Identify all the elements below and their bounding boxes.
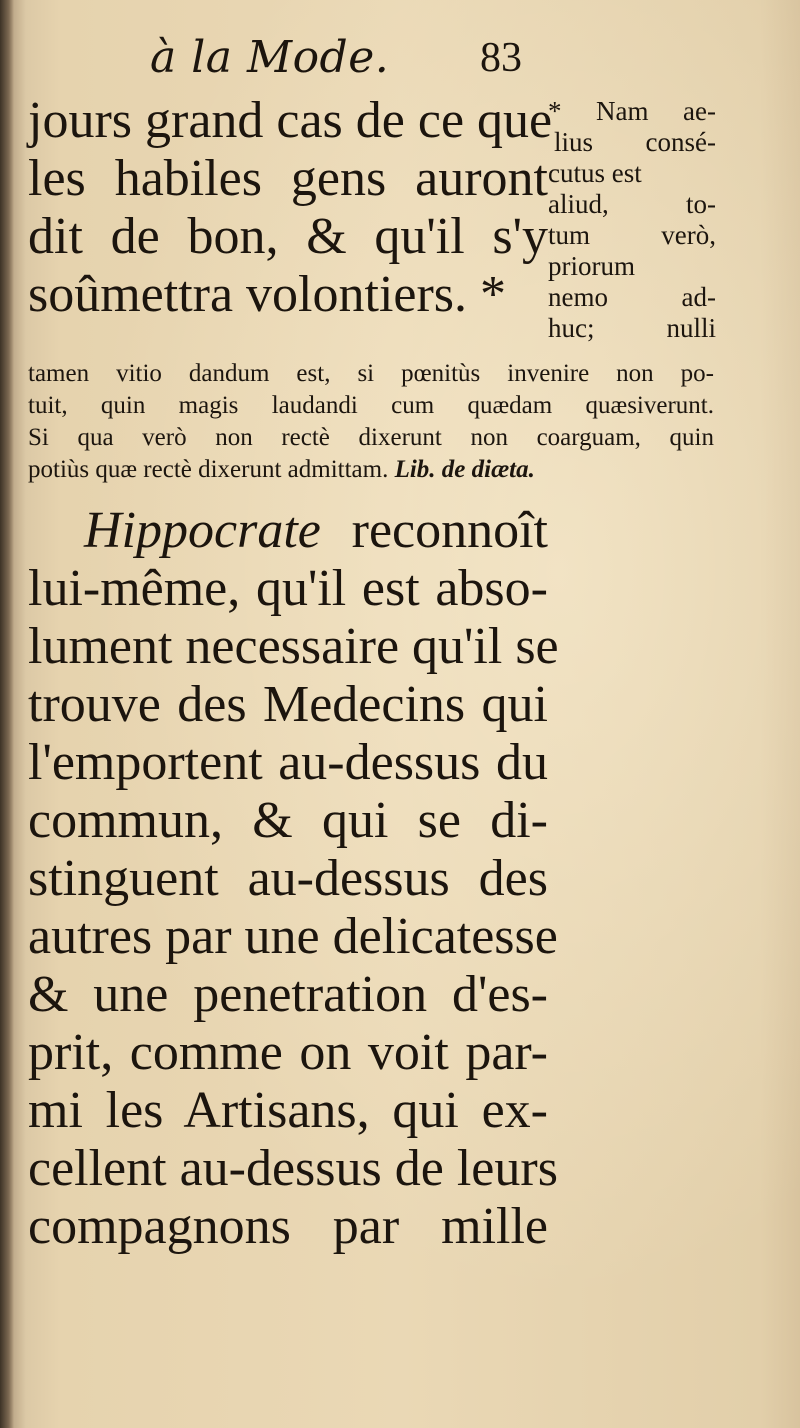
text-line: commun, & qui se di- [28, 792, 548, 849]
main-text-top [28, 92, 553, 324]
text-line [28, 502, 548, 560]
text-line: dit de bon, & qu'il s'y [28, 208, 548, 265]
sidenote-line: tum verò, [548, 220, 716, 250]
text-line: mi les Artisans, qui ex- [28, 1082, 548, 1139]
sidenote-line: aliud, to- [548, 189, 716, 219]
main-text-body [28, 502, 559, 1256]
page-number: 83 [480, 35, 522, 81]
text-line: prit, comme on voit par- [28, 1024, 548, 1081]
latin-quotation [28, 358, 714, 486]
book-spine-shadow [0, 0, 14, 1428]
text-line: lument necessaire qu'il se [28, 618, 559, 675]
text-line: stinguent au-dessus des [28, 850, 548, 907]
text-line: les habiles gens auront [28, 150, 548, 207]
quotation-line: Si qua verò non rectè dixerunt non coarguam, quin [28, 424, 714, 451]
marginal-note [548, 96, 716, 344]
text-line: jours grand cas de ce que [28, 92, 553, 149]
text-line: lui-même, qu'il est abso- [28, 560, 548, 617]
text-fragment: reconnoît [351, 502, 548, 559]
quotation-last-text: potiùs quæ rectè dixerunt admittam. [28, 456, 389, 483]
running-title: à la Mode. [150, 32, 390, 83]
quotation-line: tamen vitio dandum est, si pœnitùs invenire non po- [28, 360, 714, 387]
quotation-line [28, 454, 714, 486]
text-line: l'emportent au-dessus du [28, 734, 548, 791]
sidenote-line: huc; nulli [548, 313, 716, 343]
text-line: & une penetration d'es- [28, 966, 548, 1023]
text-line: autres par une delicatesse [28, 908, 558, 965]
sidenote-line: cutus est [548, 158, 642, 188]
quotation-line: tuit, quin magis laudandi cum quædam quæsiverunt. [28, 392, 714, 419]
text-line: soûmettra volontiers. * [28, 266, 507, 323]
person-name: Hippocrate [84, 502, 321, 559]
text-line: trouve des Medecins qui [28, 676, 548, 733]
sidenote-line: nemo ad- [548, 282, 716, 312]
source-reference: Lib. de diæta. [394, 456, 535, 483]
text-line: compagnons par mille [28, 1198, 548, 1255]
sidenote-line: priorum [548, 251, 635, 281]
text-line: cellent au-dessus de leurs [28, 1140, 558, 1197]
sidenote-line: lius consé- [554, 127, 716, 157]
sidenote-line: * Nam ae- [548, 96, 716, 126]
running-head [150, 30, 570, 86]
